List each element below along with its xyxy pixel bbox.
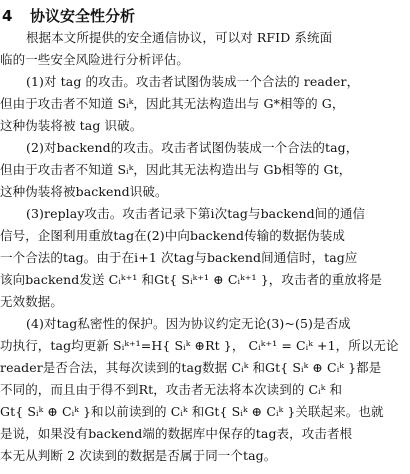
paragraph-line: 信号，企图利用重放tag在(2)中向backend传输的数据伪装成 bbox=[0, 228, 345, 243]
paragraph-line: 临的一些安全风险进行分析评估。 bbox=[0, 52, 190, 67]
paragraph-line: 本无从判断 2 次读到的数据是否属于同一个tag。 bbox=[0, 448, 277, 463]
paragraph-line: 这种伪装将被backend识破。 bbox=[0, 184, 168, 199]
paragraph-line: 根据本文所提供的安全通信协议，可以对 RFID 系统面 bbox=[26, 30, 333, 45]
paragraph-line: reader是否合法，其每次读到的tag数据 Cᵢᵏ 和Gt{ Sᵢᵏ ⊕ Cᵢᵏ }都是 bbox=[0, 360, 382, 375]
paragraph-line: 是说，如果没有backend端的数据库中保存的tag表，攻击者根 bbox=[0, 426, 353, 441]
paragraph-line: 一个合法的tag。由于在i+1 次tag与backend间通信时，tag应 bbox=[0, 250, 358, 265]
paragraph-line: 这种伪装将被 tag 识破。 bbox=[0, 118, 143, 133]
section-heading bbox=[2, 5, 135, 26]
section-title: 协议安全性分析 bbox=[30, 7, 136, 25]
paragraph-line: (1)对 tag 的攻击。攻击者试图伪装成一个合法的 reader， bbox=[26, 74, 360, 89]
paragraph-line: 不同的，而且由于得不到Rt，攻击者无法将本次读到的 Cᵢᵏ 和 bbox=[0, 382, 343, 397]
paragraph-line: Gt{ Sᵢᵏ ⊕ Cᵢᵏ }和以前读到的 Cᵢᵏ 和Gt{ Sᵢᵏ ⊕ Cᵢᵏ }关联起来。也就 bbox=[0, 404, 384, 419]
paragraph-line: 无效数据。 bbox=[0, 294, 64, 309]
paragraph-line: 功执行，tag均更新 Sᵢᵏ⁺¹=H{ Sᵢᵏ ⊕Rt }， Cᵢᵏ⁺¹ = Cᵢᵏ +1，所以无论 bbox=[0, 338, 399, 353]
paragraph-line: 但由于攻击者不知道 Sᵢᵏ，因此其无法构造出与 G*相等的 G， bbox=[0, 96, 345, 111]
paragraph-line: 但由于攻击者不知道 Sᵢᵏ，因此其无法构造出与 Gb相等的 Gt， bbox=[0, 162, 352, 177]
paragraph-line: (2)对backend的攻击。攻击者试图伪装成一个合法的tag， bbox=[26, 140, 359, 155]
paragraph-line: 该向backend发送 Cᵢᵏ⁺¹ 和Gt{ Sᵢᵏ⁺¹ ⊕ Cᵢᵏ⁺¹ }，攻击者的重放将是 bbox=[0, 272, 383, 287]
section-number: 4 bbox=[2, 7, 13, 25]
paragraph-line: (4)对tag私密性的保护。因为协议约定无论(3)~(5)是否成 bbox=[26, 316, 351, 331]
paragraph-line: (3)replay攻击。攻击者记录下第i次tag与backend间的通信 bbox=[26, 206, 366, 221]
